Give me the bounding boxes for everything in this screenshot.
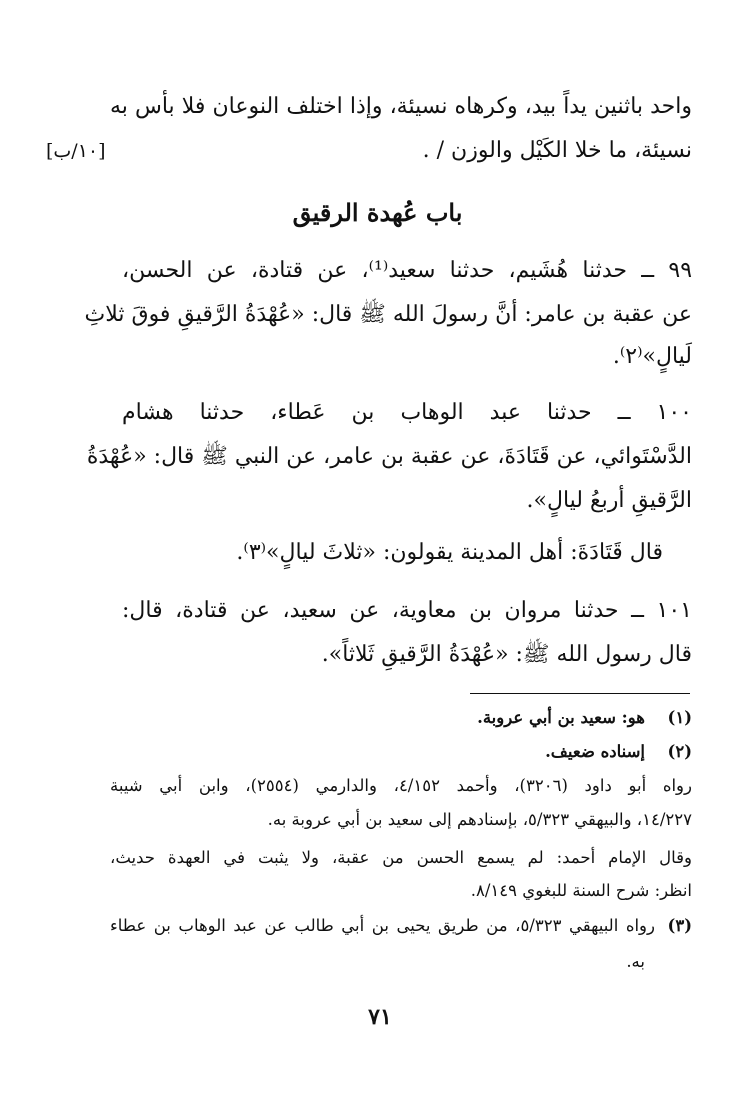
footnote-2-line-1: رواه أبو داود (٣٢٠٦)، وأحمد ٤/١٥٢، والدارمي (٢٥٥٤)، وابن أبي شيبة bbox=[110, 776, 692, 795]
hadith-99-line-3: لَيالٍ»⁽٢⁾. bbox=[612, 344, 692, 369]
hadith-99-line-2: عن عقبة بن عامر: أنَّ رسولَ الله ﷺ قال: «عُهْدَةُ الرَّقيقِ فوقَ ثلاثِ bbox=[84, 302, 692, 327]
hadith-101-line-2: قال رسول الله ﷺ: «عُهْدَةُ الرَّقيقِ ثَلاثاً». bbox=[321, 642, 692, 667]
hadith-101-line-1: ١٠١ ــ حدثنا مروان بن معاوية، عن سعيد، عن قتادة، قال: bbox=[122, 598, 692, 623]
body-line-2: نسيئة، ما خلا الكَيْل والوزن / . bbox=[422, 138, 692, 163]
footnote-3-number: (٣) bbox=[667, 916, 692, 935]
footnote-2-line-4: انظر: شرح السنة للبغوي ٨/١٤٩. bbox=[470, 881, 692, 900]
footnote-2-number: (٢) bbox=[667, 742, 692, 761]
footnote-separator bbox=[470, 693, 690, 694]
folio-marker: [١٠/ب] bbox=[46, 140, 106, 162]
page-number: ٧١ bbox=[368, 1004, 392, 1030]
hadith-99-line-1: ٩٩ ــ حدثنا هُشَيم، حدثنا سعيد⁽¹⁾، عن قتادة، عن الحسن، bbox=[122, 258, 693, 283]
footnote-3-line-1: رواه البيهقي ٥/٣٢٣، من طريق يحيى بن أبي طالب عن عبد الوهاب بن عطاء bbox=[110, 916, 655, 935]
qatada-line: قال قَتَادَةَ: أهل المدينة يقولون: «ثلاثَ ليالٍ»⁽٣⁾. bbox=[236, 540, 663, 565]
body-line-1: واحد باثنين يداً بيد، وكرهاه نسيئة، وإذا اختلف النوعان فلا بأس به bbox=[110, 94, 692, 119]
hadith-100-line-3: الرَّقيقِ أربعُ ليالٍ». bbox=[526, 488, 692, 513]
footnote-2-line-2: ١٤/٢٢٧، والبيهقي ٥/٣٢٣، بإسنادهم إلى سعيد بن أبي عروبة به. bbox=[267, 810, 692, 829]
footnote-3-line-2: به. bbox=[626, 952, 645, 971]
hadith-100-line-1: ١٠٠ ــ حدثنا عبد الوهاب بن عَطاء، حدثنا هشام bbox=[122, 400, 692, 425]
footnote-2-line-3: وقال الإمام أحمد: لم يسمع الحسن من عقبة، ولا يثبت في العهدة حديث، bbox=[110, 848, 692, 867]
footnote-1-number: (١) bbox=[667, 708, 692, 727]
chapter-heading: باب عُهدة الرقيق bbox=[292, 198, 463, 227]
hadith-100-line-2: الدَّسْتَوائي، عن قَتَادَةَ، عن عقبة بن عامر، عن النبي ﷺ قال: «عُهْدَةُ bbox=[86, 444, 692, 469]
footnote-1-text: هو: سعيد بن أبي عروبة. bbox=[477, 708, 645, 727]
footnote-2-heading: إسناده ضعيف. bbox=[545, 742, 645, 761]
